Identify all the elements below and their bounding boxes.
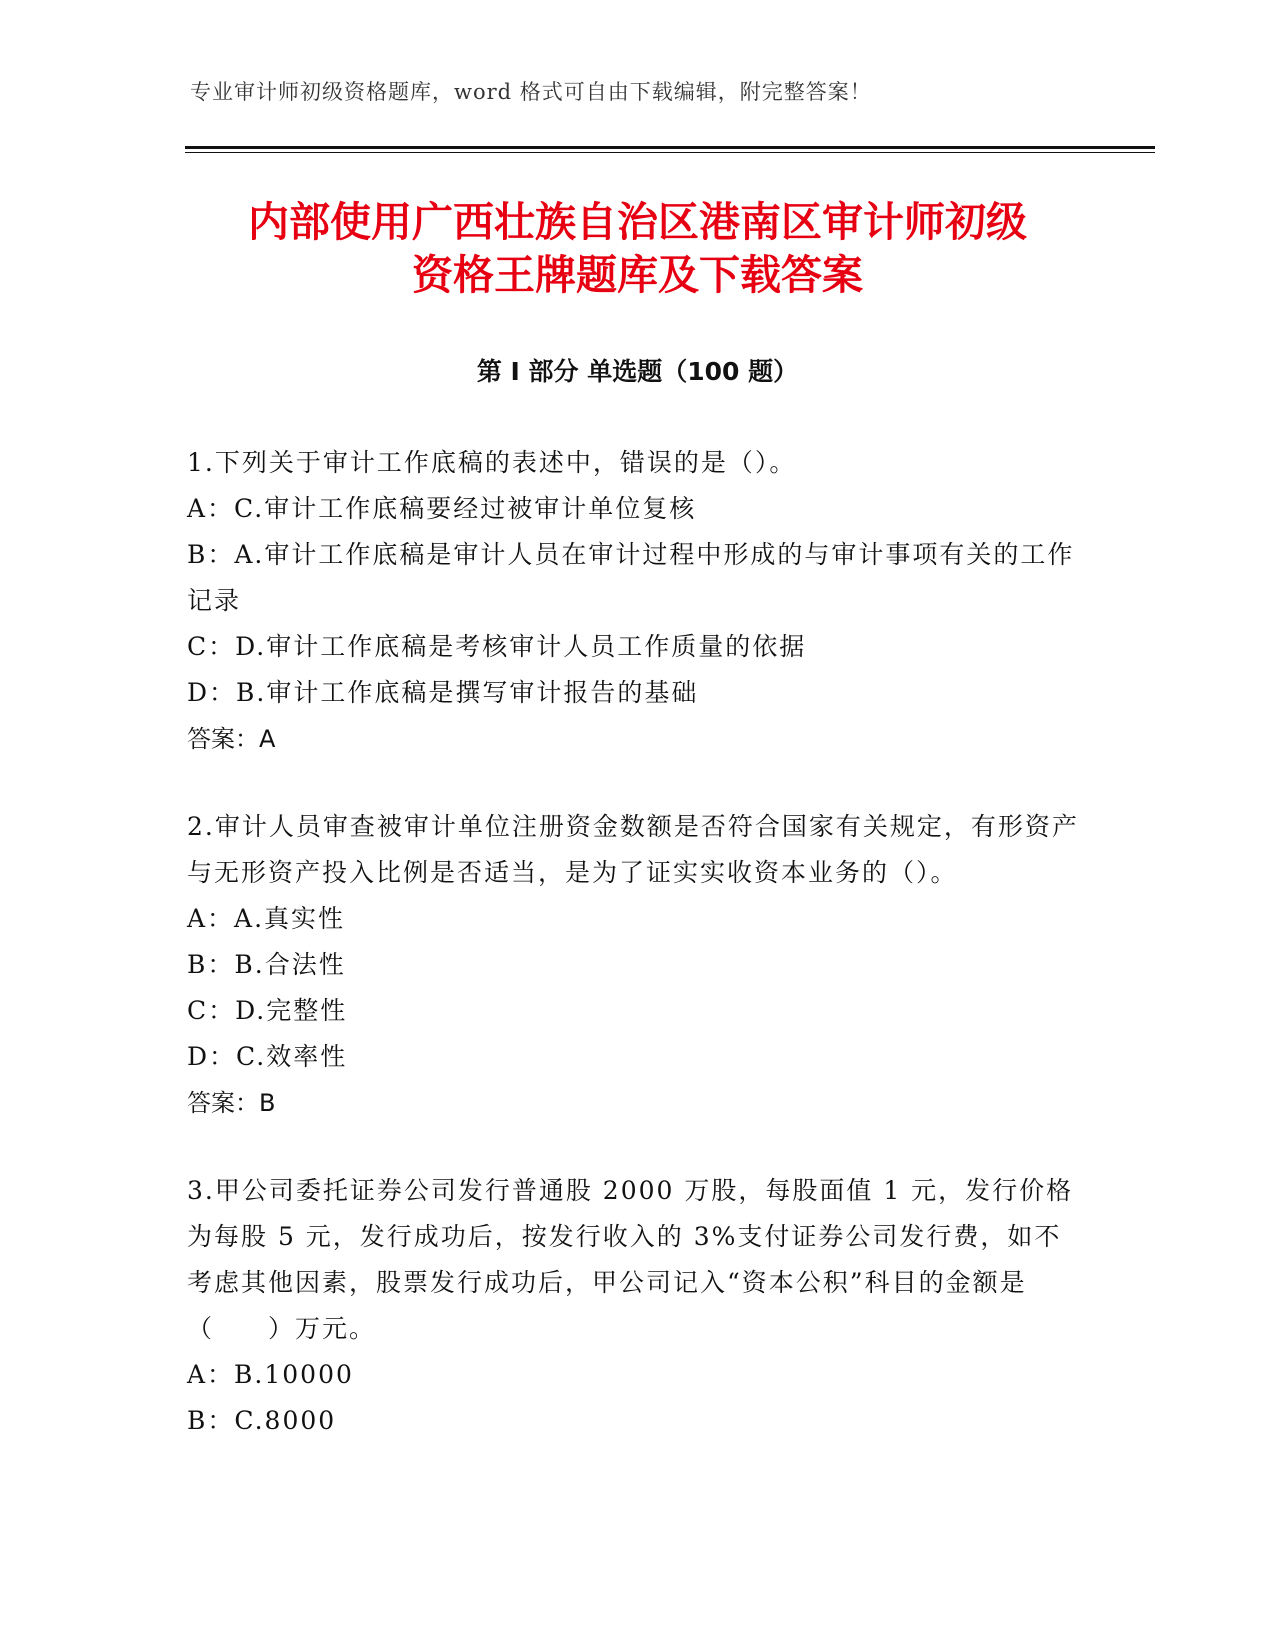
header-note: 专业审计师初级资格题库，word 格式可自由下载编辑，附完整答案！ bbox=[190, 80, 872, 104]
option-a: A：A.真实性 bbox=[187, 904, 346, 933]
question-stem: 1.下列关于审计工作底稿的表述中，错误的是（）。 bbox=[187, 448, 797, 477]
question-stem: 3.甲公司委托证券公司发行普通股 2000 万股，每股面值 1 元，发行价格为每股 5 元，发行成功后，按发行收入的 3%支付证券公司发行费，如不考虑其他因素，股票发行成功后，甲公司记入“资本公积”科目的金额是（ ）万元。 bbox=[187, 1176, 1074, 1343]
question-list bbox=[187, 440, 1082, 1486]
question-item bbox=[187, 440, 1082, 762]
question-stem: 2.审计人员审查被审计单位注册资金数额是否符合国家有关规定，有形资产与无形资产投入比例是否适当，是为了证实实收资本业务的（）。 bbox=[187, 812, 1079, 887]
document-title bbox=[150, 196, 1125, 302]
document-title-line-1: 内部使用广西壮族自治区港南区审计师初级 bbox=[248, 198, 1027, 246]
option-d: D：B.审计工作底稿是撰写审计报告的基础 bbox=[187, 678, 699, 707]
header-rule-thick bbox=[185, 146, 1155, 149]
question-item bbox=[187, 1168, 1082, 1444]
question-item bbox=[187, 804, 1082, 1126]
option-b: B：C.8000 bbox=[187, 1406, 337, 1435]
header-rule-thin bbox=[185, 152, 1155, 153]
section-title: 第 I 部分 单选题（100 题） bbox=[476, 357, 799, 386]
answer-line: 答案：A bbox=[187, 725, 276, 753]
option-c: C：D.完整性 bbox=[187, 996, 348, 1025]
option-a: A：C.审计工作底稿要经过被审计单位复核 bbox=[187, 494, 697, 523]
option-b: B：A.审计工作底稿是审计人员在审计过程中形成的与审计事项有关的工作记录 bbox=[187, 540, 1075, 615]
answer-line: 答案：B bbox=[187, 1089, 276, 1117]
option-b: B：B.合法性 bbox=[187, 950, 346, 979]
option-d: D：C.效率性 bbox=[187, 1042, 348, 1071]
document-title-line-2: 资格王牌题库及下载答案 bbox=[412, 251, 863, 299]
option-c: C：D.审计工作底稿是考核审计人员工作质量的依据 bbox=[187, 632, 807, 661]
option-a: A：B.10000 bbox=[187, 1360, 354, 1389]
